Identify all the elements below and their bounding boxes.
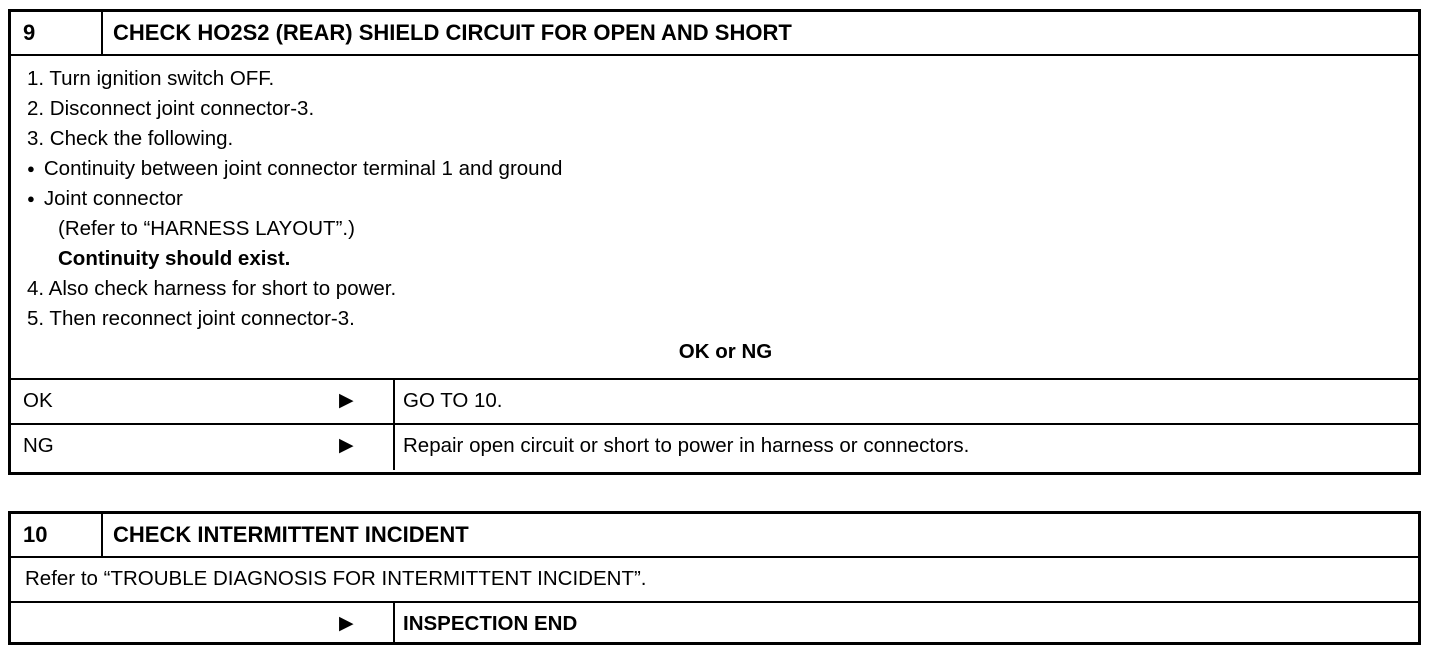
arrow-right-icon: ▶ — [339, 613, 354, 634]
expected-result: Continuity should exist. — [58, 247, 291, 270]
result-condition-cell — [11, 380, 395, 423]
procedure-bullet: ● Continuity between joint connector terminal 1 and ground — [27, 154, 1418, 184]
result-condition-cell — [11, 425, 395, 470]
procedure-section — [11, 56, 1418, 380]
step-number: 9 — [11, 12, 103, 54]
step-title: CHECK HO2S2 (REAR) SHIELD CIRCUIT FOR OPEN AND SHORT — [113, 20, 792, 45]
ok-or-ng-question: OK or NG — [678, 340, 773, 363]
procedure-line: 2. Disconnect joint connector-3. — [27, 97, 315, 120]
result-action: INSPECTION END — [403, 612, 578, 635]
step-9-header — [11, 12, 1418, 56]
result-condition: NG — [23, 434, 54, 457]
procedure-line: 1. Turn ignition switch OFF. — [27, 67, 275, 90]
result-row-ng — [11, 425, 1418, 470]
reference-note: Refer to “TROUBLE DIAGNOSIS FOR INTERMITTENT INCIDENT”. — [11, 558, 1418, 603]
step-10-block — [8, 511, 1421, 645]
arrow-right-icon: ▶ — [339, 435, 354, 456]
result-action: Repair open circuit or short to power in harness or connectors. — [403, 434, 970, 457]
procedure-line: (Refer to “HARNESS LAYOUT”.) — [58, 217, 355, 240]
result-condition: OK — [23, 389, 53, 412]
procedure-line: 5. Then reconnect joint connector-3. — [27, 307, 355, 330]
result-row-ok — [11, 380, 1418, 425]
step-title: CHECK INTERMITTENT INCIDENT — [113, 522, 469, 547]
procedure-steps — [11, 56, 1418, 334]
procedure-line: 4. Also check harness for short to power. — [27, 277, 397, 300]
arrow-right-icon: ▶ — [339, 390, 354, 411]
procedure-bullet: ● Joint connector — [27, 184, 1418, 214]
step-9-block — [8, 9, 1421, 475]
result-action: GO TO 10. — [403, 389, 503, 412]
step-number: 10 — [11, 514, 103, 556]
result-condition-cell — [11, 603, 395, 643]
step-10-header — [11, 514, 1418, 558]
procedure-line: 3. Check the following. — [27, 127, 234, 150]
result-row-end — [11, 603, 1418, 643]
